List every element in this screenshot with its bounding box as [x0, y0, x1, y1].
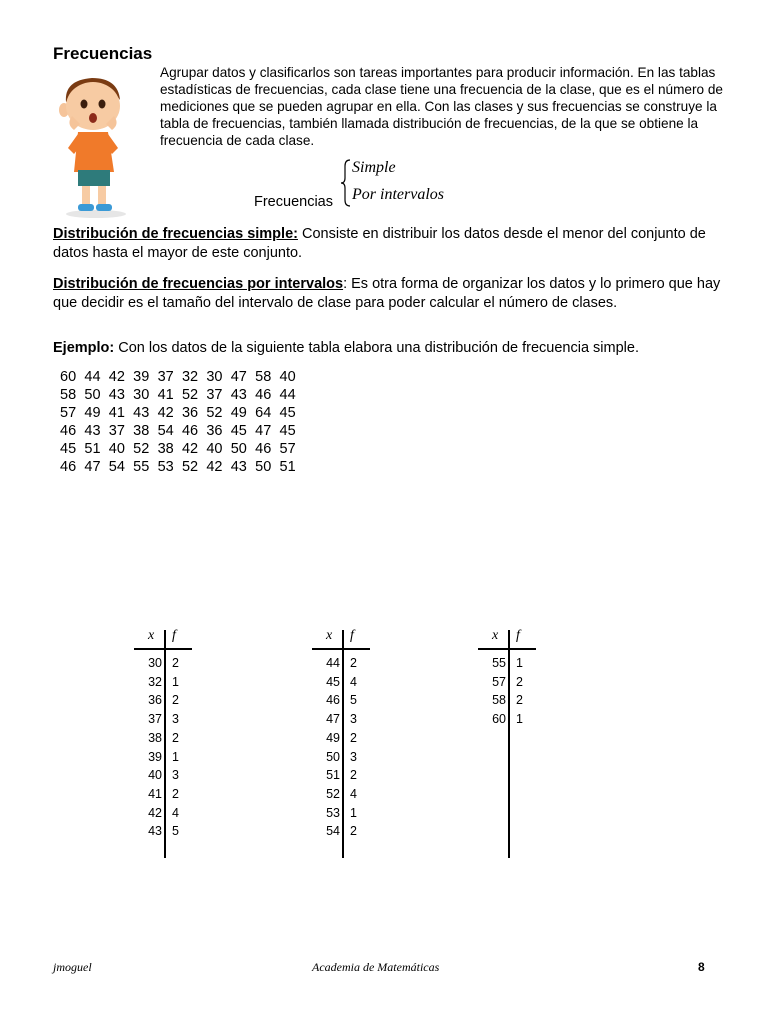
- table-cell-f: 3: [350, 712, 357, 727]
- table-cell-x: 53: [326, 805, 340, 820]
- data-grid-cell: 50: [230, 441, 247, 457]
- data-grid-cell: 42: [157, 405, 174, 421]
- data-grid-cell: 40: [206, 441, 223, 457]
- table-cell-x: 36: [148, 693, 162, 708]
- table-cell-f: 2: [172, 656, 179, 670]
- data-grid-cell: 39: [133, 369, 150, 385]
- data-grid: [60, 368, 304, 476]
- table-row: [318, 750, 378, 769]
- data-grid-cell: 53: [157, 459, 174, 475]
- table-cell-f: 2: [516, 674, 523, 689]
- table-row: [484, 675, 544, 694]
- footer-author: jmoguel: [53, 960, 92, 974]
- frequency-diagram-label: Frecuencias: [254, 194, 333, 210]
- data-grid-cell: 47: [230, 369, 247, 385]
- table-row: [318, 806, 378, 825]
- data-grid-cell: 54: [157, 423, 174, 439]
- data-grid-cell: 43: [230, 387, 247, 403]
- data-grid-cell: 47: [84, 459, 101, 475]
- table-row: [140, 731, 200, 750]
- definition-simple: [53, 225, 733, 263]
- data-grid-cell: 40: [108, 441, 125, 457]
- data-grid-cell: 51: [279, 459, 296, 475]
- table-row: [140, 806, 200, 825]
- data-grid-cell: 44: [84, 369, 101, 385]
- table-row: [140, 824, 200, 843]
- data-grid-cell: 43: [133, 405, 150, 421]
- table-cell-f: 2: [350, 824, 357, 839]
- table-cell-f: 3: [172, 712, 179, 727]
- table-cell-f: 4: [350, 786, 357, 801]
- child-illustration: [52, 74, 136, 219]
- table-cell-x: 37: [148, 712, 162, 727]
- data-grid-cell: 52: [133, 441, 150, 457]
- data-grid-cell: 58: [255, 369, 272, 385]
- data-grid-cell: 46: [181, 423, 199, 439]
- table-cell-f: 4: [172, 805, 179, 820]
- table-cell-f: 1: [172, 674, 179, 689]
- table-row: [318, 675, 378, 694]
- data-grid-cell: 64: [255, 405, 272, 421]
- table-header-f: f: [516, 628, 520, 643]
- data-grid-cell: 42: [206, 459, 223, 475]
- data-grid-row: [60, 458, 304, 476]
- table-cell-x: 43: [148, 824, 162, 839]
- data-grid-cell: 40: [279, 369, 296, 385]
- data-grid-cell: 47: [255, 423, 272, 439]
- table-cell-x: 32: [148, 674, 162, 689]
- data-grid-cell: 45: [279, 405, 296, 421]
- data-grid-cell: 37: [157, 369, 174, 385]
- data-grid-cell: 42: [181, 441, 199, 457]
- table-header-x: x: [148, 628, 155, 643]
- data-grid-cell: 52: [206, 405, 223, 421]
- table-row: [140, 750, 200, 769]
- definition-simple-term: Distribución de frecuencias simple:: [53, 226, 298, 242]
- data-grid-cell: 57: [60, 405, 77, 421]
- data-grid-cell: 43: [230, 459, 247, 475]
- table-cell-x: 60: [492, 712, 506, 727]
- table-header-x: x: [326, 628, 333, 643]
- data-grid-cell: 41: [157, 387, 174, 403]
- table-row: [140, 656, 200, 675]
- data-grid-cell: 52: [181, 387, 199, 403]
- table-cell-f: 4: [350, 674, 357, 689]
- table-cell-f: 5: [350, 693, 357, 708]
- table-row: [318, 824, 378, 843]
- data-grid-cell: 54: [108, 459, 125, 475]
- data-grid-cell: 57: [279, 441, 296, 457]
- table-row: [318, 768, 378, 787]
- data-grid-cell: 45: [230, 423, 247, 439]
- data-grid-row: [60, 404, 304, 422]
- table-header-rule: [478, 648, 536, 650]
- table-cell-x: 46: [326, 693, 340, 708]
- table-cell-f: 2: [350, 730, 357, 745]
- table-row: [140, 675, 200, 694]
- table-header-f: f: [350, 628, 354, 643]
- table-header-rule: [134, 648, 192, 650]
- table-cell-f: 1: [516, 712, 523, 727]
- table-cell-f: 2: [516, 693, 523, 708]
- definition-intervals-text: : Es otra forma de organizar los datos y lo primero que hay que decidir es el tamaño del intervalo de clase para poder calcular el número de clases.: [53, 276, 721, 311]
- intro-paragraph: Agrupar datos y clasificarlos son tareas importantes para producir información. En las tablas estadísticas de frecuencias, cada clase tiene una frecuencia de la clase, que es el número de mediciones que se pueden agrupar en ella. Con las clases y sus frecuencias se construye la tabla de frecuencias, también llamada distribución de frecuencias, de la que se obtiene la frecuencia de cada clase.: [160, 65, 723, 148]
- table-cell-x: 49: [326, 730, 340, 745]
- table-cell-x: 30: [148, 656, 162, 670]
- data-grid-cell: 36: [181, 405, 199, 421]
- table-cell-f: 5: [172, 824, 179, 839]
- table-row: [140, 693, 200, 712]
- table-cell-f: 3: [350, 749, 357, 764]
- example-statement: [53, 339, 733, 358]
- data-grid-cell: 30: [206, 369, 223, 385]
- data-grid-cell: 46: [255, 441, 272, 457]
- data-grid-row: [60, 368, 304, 386]
- table-cell-x: 44: [326, 656, 340, 670]
- table-row: [484, 712, 544, 731]
- definition-simple-text: Consiste en distribuir los datos desde el menor del conjunto de datos hasta el mayor de este conjunto.: [53, 226, 706, 261]
- table-cell-f: 1: [172, 749, 179, 764]
- data-grid-cell: 46: [60, 423, 77, 439]
- table-cell-x: 45: [326, 674, 340, 689]
- data-grid-cell: 37: [108, 423, 125, 439]
- data-grid-cell: 42: [108, 369, 125, 385]
- table-cell-x: 58: [492, 693, 506, 708]
- table-row: [318, 712, 378, 731]
- definition-intervals-term: Distribución de frecuencias por intervalos: [53, 276, 344, 292]
- table-row: [140, 712, 200, 731]
- table-row: [140, 787, 200, 806]
- footer-center: Academia de Matemáticas: [312, 960, 440, 974]
- table-cell-f: 1: [350, 805, 357, 820]
- table-cell-x: 38: [148, 730, 162, 745]
- table-header-x: x: [492, 628, 499, 643]
- data-grid-cell: 50: [84, 387, 101, 403]
- data-grid-cell: 32: [181, 369, 199, 385]
- table-cell-f: 2: [172, 786, 179, 801]
- table-cell-x: 47: [326, 712, 340, 727]
- data-grid-cell: 49: [84, 405, 101, 421]
- data-grid-cell: 60: [60, 369, 77, 385]
- table-cell-x: 41: [148, 786, 162, 801]
- data-grid-cell: 58: [60, 387, 77, 403]
- table-cell-x: 57: [492, 674, 506, 689]
- page-number: 8: [698, 960, 705, 974]
- data-grid-cell: 43: [84, 423, 101, 439]
- table-cell-f: 2: [350, 656, 357, 670]
- curly-brace-icon: [340, 158, 352, 208]
- table-cell-x: 42: [148, 805, 162, 820]
- data-grid-cell: 36: [206, 423, 223, 439]
- table-cell-x: 50: [326, 749, 340, 764]
- table-cell-f: 2: [172, 730, 179, 745]
- data-grid-cell: 55: [133, 459, 150, 475]
- table-cell-x: 51: [326, 768, 340, 783]
- table-row: [318, 731, 378, 750]
- table-cell-f: 3: [172, 768, 179, 783]
- data-grid-cell: 52: [181, 459, 199, 475]
- table-row: [318, 656, 378, 675]
- table-cell-f: 2: [350, 768, 357, 783]
- data-grid-cell: 45: [279, 423, 296, 439]
- data-grid-row: [60, 422, 304, 440]
- table-row: [318, 693, 378, 712]
- data-grid-cell: 51: [84, 441, 101, 457]
- table-cell-x: 54: [326, 824, 340, 839]
- table-cell-f: 2: [172, 693, 179, 708]
- data-grid-cell: 38: [157, 441, 174, 457]
- data-grid-cell: 38: [133, 423, 150, 439]
- frequency-types-brace: [340, 158, 470, 208]
- frequency-option-simple: Simple: [352, 159, 396, 176]
- table-row: [484, 656, 544, 675]
- table-cell-x: 40: [148, 768, 162, 783]
- data-grid-cell: 37: [206, 387, 223, 403]
- page-title: Frecuencias: [53, 44, 153, 63]
- table-row: [318, 787, 378, 806]
- table-header-rule: [312, 648, 370, 650]
- data-grid-cell: 46: [255, 387, 272, 403]
- table-header-f: f: [172, 628, 176, 643]
- table-cell-x: 55: [492, 656, 506, 670]
- table-row: [140, 768, 200, 787]
- data-grid-row: [60, 386, 304, 404]
- data-grid-cell: 41: [108, 405, 125, 421]
- data-grid-cell: 45: [60, 441, 77, 457]
- example-text: Con los datos de la siguiente tabla elabora una distribución de frecuencia simple.: [114, 340, 639, 356]
- data-grid-row: [60, 440, 304, 458]
- data-grid-cell: 49: [230, 405, 247, 421]
- table-cell-x: 39: [148, 749, 162, 764]
- table-row: [484, 693, 544, 712]
- example-label: Ejemplo:: [53, 340, 115, 356]
- table-cell-f: 1: [516, 656, 523, 670]
- data-grid-cell: 30: [133, 387, 150, 403]
- frequency-option-intervals: Por intervalos: [352, 186, 444, 203]
- table-cell-x: 52: [326, 786, 340, 801]
- data-grid-cell: 44: [279, 387, 296, 403]
- data-grid-cell: 46: [60, 459, 77, 475]
- definition-intervals: [53, 275, 733, 313]
- data-grid-cell: 50: [255, 459, 272, 475]
- data-grid-cell: 43: [108, 387, 125, 403]
